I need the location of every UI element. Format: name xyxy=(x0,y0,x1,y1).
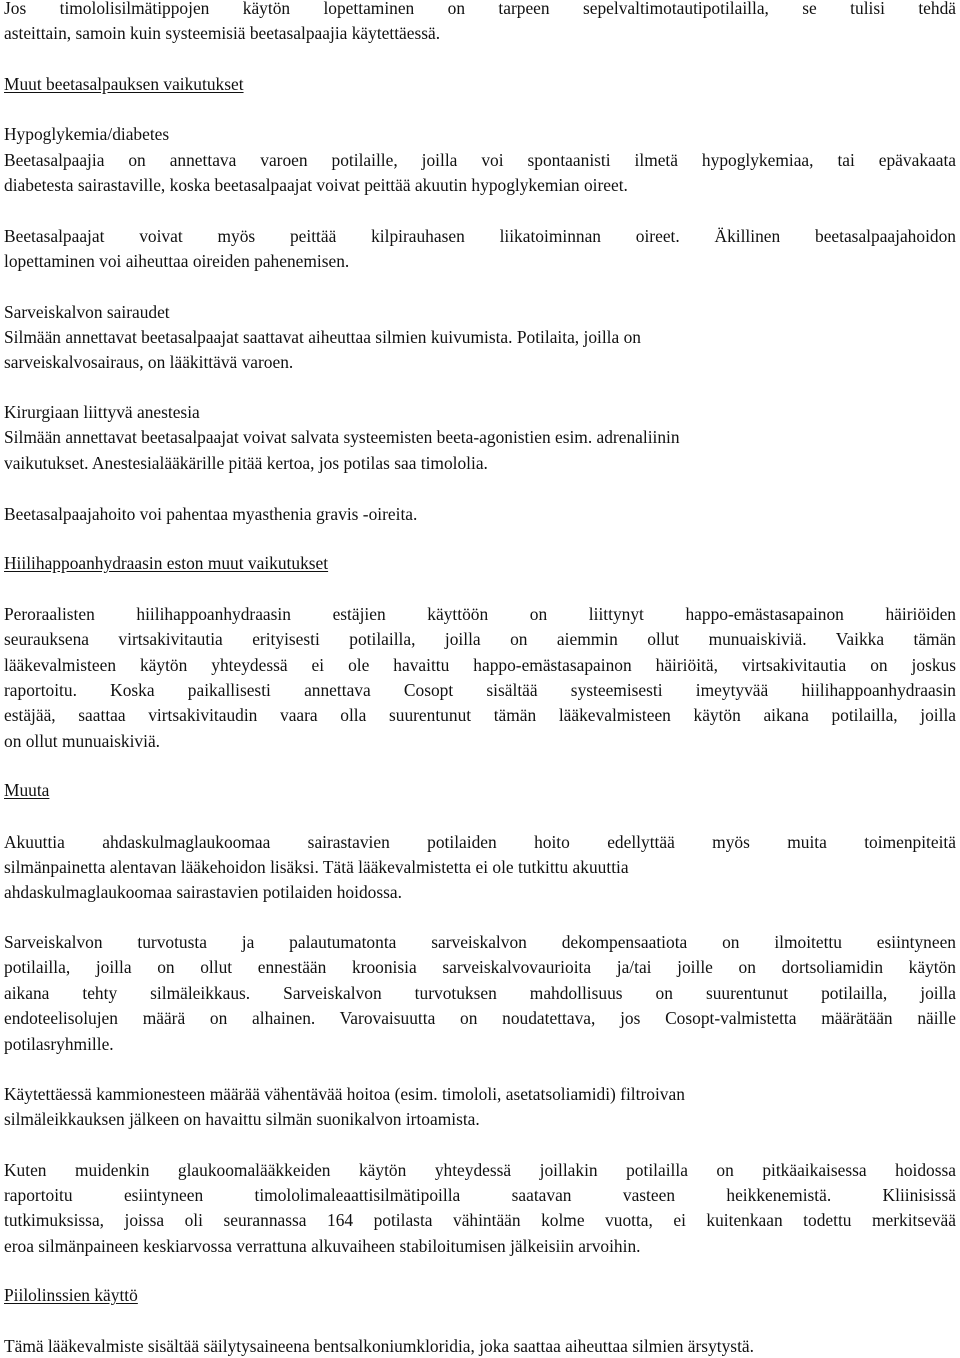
text-line: Silmään annettavat beetasalpaajat voivat salvata systeemisten beeta-agonistien esim. adrenaliinin xyxy=(4,427,680,447)
text-line: potilasryhmille. xyxy=(4,1034,114,1054)
subheading: Sarveiskalvon sairaudet xyxy=(4,302,170,322)
text-line: lopettaminen voi aiheuttaa oireiden pahenemisen. xyxy=(4,251,350,271)
text-line: sarveiskalvosairaus, on lääkittävä varoen. xyxy=(4,352,294,372)
text-line: estäjää, saattaa virtsakivitaudin vaara olla suurentunut tämän lääkevalmisteen käytön aikana potilailla, joilla xyxy=(4,705,956,725)
text-line: Kuten muidenkin glaukoomalääkkeiden käytön yhteydessä joillakin potilailla on pitkäaikaisessa hoidossa xyxy=(4,1160,956,1180)
text-line: endoteelisolujen määrä on alhainen. Varovaisuutta on noudatettava, jos Cosopt-valmistetta määrätään näille xyxy=(4,1008,956,1028)
text-line: on ollut munuaiskiviä. xyxy=(4,731,161,751)
text-line: Beetasalpaajat voivat myös peittää kilpirauhasen liikatoiminnan oireet. Äkillinen beetasalpaajahoidon xyxy=(4,226,956,246)
text-line: Beetasalpaajahoito voi pahentaa myasthenia gravis -oireita. xyxy=(4,504,418,524)
section-heading: Piilolinssien käyttö xyxy=(4,1285,138,1305)
text-line: silmänpainetta alentavan lääkehoidon lisäksi. Tätä lääkevalmistetta ei ole tutkittu akuuttia xyxy=(4,857,629,877)
text-line: raportoitu. Koska paikallisesti annettava Cosopt sisältää systeemisesti imeytyvää hiilihappoanhydraasin xyxy=(4,680,956,700)
text-line: eroa silmänpaineen keskiarvossa verrattuna alkuvaiheen stabiloitumisen jälkeisiin arvoihin. xyxy=(4,1236,641,1256)
text-line: vaikutukset. Anestesialääkärille pitää kertoa, jos potilas saa timololia. xyxy=(4,453,488,473)
text-line: Beetasalpaajia on annettava varoen potilaille, joilla voi spontaanisti ilmetä hypoglykemiaa, tai epävakaata xyxy=(4,150,956,170)
text-line: Sarveiskalvon turvotusta ja palautumatonta sarveiskalvon dekompensaatiota on ilmoitettu esiintyneen xyxy=(4,932,956,952)
text-line: diabetesta sairastaville, koska beetasalpaajat voivat peittää akuutin hypoglykemian oireet. xyxy=(4,175,628,195)
text-line: Jos timololisilmätippojen käytön lopettaminen on tarpeen sepelvaltimotautipotilailla, se tulisi tehdä xyxy=(4,0,956,18)
text-line: Silmään annettavat beetasalpaajat saattavat aiheuttaa silmien kuivumista. Potilaita, joilla on xyxy=(4,327,641,347)
section-heading: Muut beetasalpauksen vaikutukset xyxy=(4,74,244,94)
text-line: tutkimuksissa, joissa oli seurannassa 164 potilasta vähintään kolme vuotta, ei kuitenkaan todettu merkitsevää xyxy=(4,1210,956,1230)
text-line: potilailla, joilla on ollut ennestään kroonisia sarveiskalvovaurioita ja/tai joille on dortsoliamidin käytön xyxy=(4,957,956,977)
text-line: seurauksena virtsakivitautia erityisesti potilailla, joilla on aiemmin ollut munuaiskiviä. Vaikka tämän xyxy=(4,629,956,649)
text-line: Akuuttia ahdaskulmaglaukoomaa sairastavien potilaiden hoito edellyttää myös muita toimenpiteitä xyxy=(4,832,956,852)
text-line: Käytettäessä kammionesteen määrää vähentävää hoitoa (esim. timololi, asetatsoliamidi) filtroivan xyxy=(4,1084,685,1104)
text-line: Peroraalisten hiilihappoanhydraasin estäjien käyttöön on liittynyt happo-emästasapainon häiriöiden xyxy=(4,604,956,624)
section-heading: Hiilihappoanhydraasin eston muut vaikutukset xyxy=(4,553,329,573)
text-line: Tämä lääkevalmiste sisältää säilytysaineena bentsalkoniumkloridia, joka saattaa aiheuttaa silmien ärsytystä. xyxy=(4,1336,754,1356)
subheading: Kirurgiaan liittyvä anestesia xyxy=(4,402,200,422)
text-line: lääkevalmisteen käytön yhteydessä ei ole havaittu happo-emästasapainon häiriöitä, virtsakivitautia on joskus xyxy=(4,655,956,675)
text-line: aikana tehty silmäleikkaus. Sarveiskalvon turvotuksen mahdollisuus on suurentunut potilailla, joilla xyxy=(4,983,956,1003)
subheading: Hypoglykemia/diabetes xyxy=(4,124,170,144)
text-line: silmäleikkauksen jälkeen on havaittu silmän suonikalvon irtoamista. xyxy=(4,1109,480,1129)
text-line: raportoitu esiintyneen timololimaleaattisilmätipoilla saatavan vasteen heikkenemistä. Kliinisissä xyxy=(4,1185,956,1205)
section-heading: Muuta xyxy=(4,780,50,800)
text-line: asteittain, samoin kuin systeemisiä beetasalpaajia käytettäessä. xyxy=(4,23,441,43)
text-line: ahdaskulmaglaukoomaa sairastavien potilaiden hoidossa. xyxy=(4,882,402,902)
